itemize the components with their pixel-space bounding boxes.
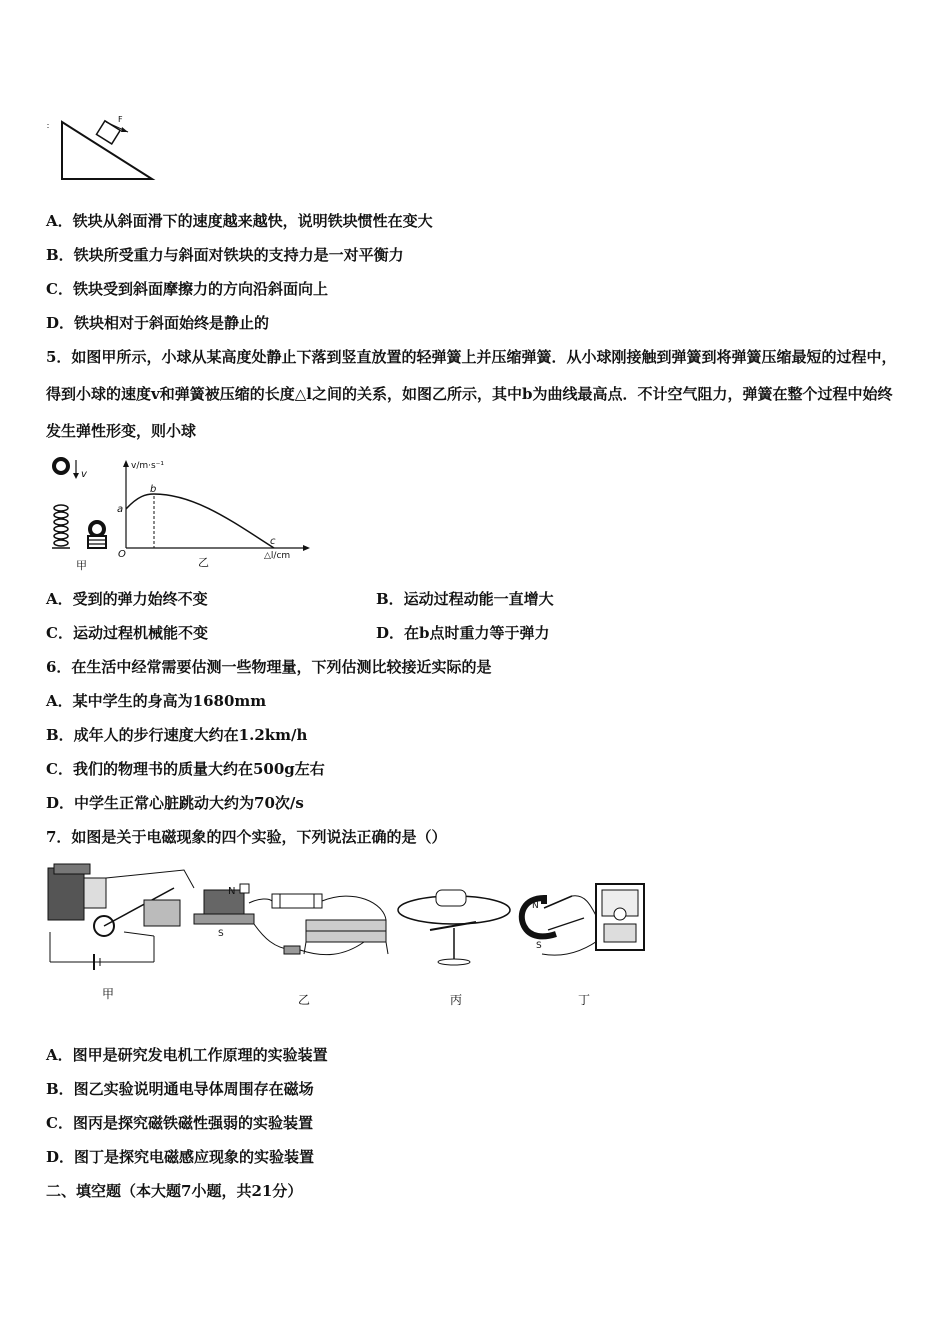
x-axis-label: △l/cm (264, 551, 291, 561)
q7-figure (44, 858, 654, 1014)
q5-stem: 5．如图甲所示，小球从某高度处静止下落到竖直放置的轻弹簧上并压缩弹簧．从小球刚接触到弹簧到将弹簧压缩最短的过程中，得到小球的速度v和弹簧被压缩的长度△l之间的关系，如图乙所示，其中b为曲线最高点．不计空气阻力，弹簧在整个过程中始终发生弹性形变，则小球 (46, 348, 897, 440)
q5-figure (46, 452, 316, 574)
incline-figure (44, 112, 164, 184)
apparatus-bing (398, 890, 510, 965)
section-2-title: 二、填空题（本大题7小题，共21分） (46, 1182, 303, 1200)
q5-option-a[interactable]: A．受到的弹力始终不变 (46, 590, 208, 608)
force-label: F (118, 115, 123, 124)
q6-option-b[interactable]: B．成年人的步行速度大约在1.2km/h (46, 726, 308, 744)
q4-option-c[interactable]: C．铁块受到斜面摩擦力的方向沿斜面向上 (46, 280, 328, 298)
q4-option-d[interactable]: D．铁块相对于斜面始终是静止的 (46, 314, 270, 332)
point-b-label: b (150, 484, 157, 495)
point-c-label: c (270, 536, 276, 547)
velocity-label: v (81, 469, 87, 480)
q7-option-d[interactable]: D．图丁是探究电磁感应现象的实验装置 (46, 1148, 315, 1166)
magnet-s-label: S (218, 929, 224, 939)
apparatus-yi (194, 884, 388, 955)
figure-jia-label: 甲 (76, 559, 87, 572)
q4-option-b[interactable]: B．铁块所受重力与斜面对铁块的支持力是一对平衡力 (46, 246, 404, 264)
q5-option-c[interactable]: C．运动过程机械能不变 (46, 624, 208, 642)
ding-s-label: S (536, 941, 542, 951)
q5-option-d[interactable]: D．在b点时重力等于弹力 (376, 624, 550, 642)
velocity-curve (126, 494, 274, 548)
origin-label: O (118, 549, 126, 560)
figure-ding-label: 丁 (578, 993, 591, 1007)
figure-bing-label: 丙 (450, 993, 463, 1007)
q7-option-a[interactable]: A．图甲是研究发电机工作原理的实验装置 (46, 1046, 328, 1064)
q6-option-c[interactable]: C．我们的物理书的质量大约在500g左右 (46, 760, 325, 778)
q7-stem: 7．如图是关于电磁现象的四个实验，下列说法正确的是（） (46, 828, 447, 846)
ball-icon (54, 459, 68, 473)
figure-yi-label-q7: 乙 (298, 993, 311, 1007)
q6-stem: 6．在生活中经常需要估测一些物理量，下列估测比较接近实际的是 (46, 658, 492, 676)
magnet-n-label: N (228, 886, 236, 897)
q6-option-a[interactable]: A．某中学生的身高为1680mm (46, 692, 267, 710)
figure-yi-label: 乙 (198, 556, 209, 569)
q7-option-b[interactable]: B．图乙实验说明通电导体周围存在磁场 (46, 1080, 314, 1098)
figure-jia-label-q7: 甲 (102, 987, 115, 1001)
q4-option-a[interactable]: A．铁块从斜面滑下的速度越来越快，说明铁块惯性在变大 (46, 212, 433, 230)
spring-icon (54, 505, 68, 546)
point-a-label: a (117, 504, 124, 515)
q7-option-c[interactable]: C．图丙是探究磁铁磁性强弱的实验装置 (46, 1114, 313, 1132)
ding-n-label: N (532, 901, 539, 911)
apparatus-jia (48, 864, 194, 970)
q6-option-d[interactable]: D．中学生正常心脏跳动大约为70次/s (46, 794, 304, 812)
y-axis-label: v/m·s⁻¹ (131, 461, 165, 471)
q5-option-b[interactable]: B．运动过程动能一直增大 (376, 590, 554, 608)
